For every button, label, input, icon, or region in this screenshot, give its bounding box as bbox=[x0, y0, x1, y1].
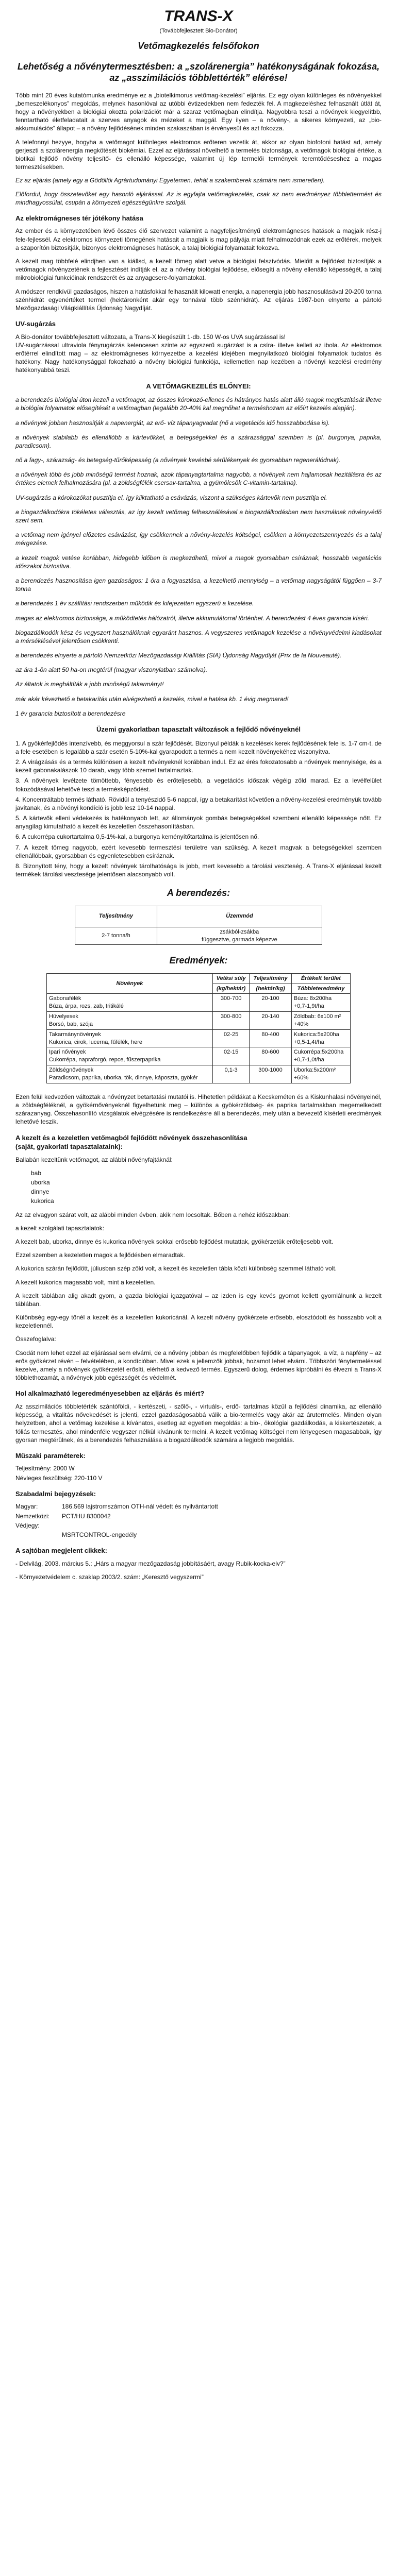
table-cell: 300-700 bbox=[212, 994, 249, 1012]
section-heading: A kezelt és a kezeletlen vetőmagból fejlődött nővények összehasonlítása (saját, gyakorlati tapasztalataink): bbox=[15, 1133, 247, 1151]
patent-list bbox=[15, 1502, 382, 1539]
body-paragraph: Csodát nem lehet ezzel az eljárással sem elvárni, de a nővény jobban és megfelelőbben fejlődik a tápanyagok, a víz, a napfény – az erős gyökérzet révén – felvételében, a kondícióban. Mivel ezek a jellemzők jobbak, hozamot lehet elvárni. Többszöri fénytermeléssel kezelve, amely a nővények gyökérzetét erősíti, elérhető a kedvező termés. Egyszerű dolog, érdemes kipróbálni és élvezni a Trans-X többlethozamát, a nővények jobb egészségét és védelmét. bbox=[15, 1349, 382, 1382]
table-cell: Búza: 8x200ha +0,7-1,9t/ha bbox=[291, 994, 350, 1012]
table-cell: 02-15 bbox=[212, 1047, 249, 1065]
table-cell: 20-140 bbox=[250, 1012, 291, 1030]
body-paragraph: Az ember és a környezetében lévő összes élő szervezet valamint a nagyfeljesítményű elektromágneses hatások a magjaik rész-j fele-fejlessél. Az elektromos környezeti tömegének hatásait a magjaik is mag pályája miatt felhalmozódnak ezek az erőtérek, melyek a szaporítón biztosítják, bizonyos elektromágneses hatások, a talaj biológiai folyamatait fokozva. bbox=[15, 227, 382, 251]
advantage-item: a biogazdálkodókra tökéletes választás, az így kezelt vetőmag felhasználásával a biogazdálkodásban nem használnak növényvédő szert sem. bbox=[15, 508, 382, 524]
advantages-list bbox=[15, 396, 382, 718]
intro-paragraph: Előfordul, hogy összetevőket egy hasonló eljárással. Az is egyfajta vetőmagkezelés, csak az nem eredményez többlettermést és mindhagyossúlat, csupán a környezeti egészségünkre szolgál. bbox=[15, 190, 382, 206]
table-cell: Zöldbab: 6x100 m² +40% bbox=[291, 1012, 350, 1030]
table-cell: Gabonafélék Búza, árpa, rozs, zab, tritikálé bbox=[47, 994, 213, 1012]
table-row bbox=[47, 1029, 351, 1047]
treatment-note: Ezzel szemben a kezeletlen magok a fejlődésben elmaradtak. bbox=[15, 1251, 185, 1259]
page bbox=[15, 0, 382, 1597]
section-heading: A berendezés: bbox=[167, 888, 230, 899]
equipment-table bbox=[75, 906, 322, 945]
table-header: Teljesítmény bbox=[250, 973, 291, 984]
change-item: 1. A gyökérfejlődés intenzívebb, és meggyorsul a szár fejlődését. Bizonyul példák a kezelések kerek fejlődésének fele is. 1-7 cm-t, de a fele esetében is legalább a szár esetén 5-10%-kal gyarapodott a termés a nem kezelt növényekéhez viszonyítva. bbox=[15, 739, 382, 755]
patent-label: Védjegy: bbox=[15, 1521, 40, 1529]
table-header: (hektár/kg) bbox=[250, 984, 291, 994]
advantage-item: már akár kévezhető a betakarítás után elvégezhető a kezelés, mivel a hatása kb. 1 évig megmarad! bbox=[15, 695, 289, 703]
table-row bbox=[47, 1012, 351, 1030]
plant-item: uborka bbox=[31, 1179, 50, 1187]
advantage-item: a berendezés biológiai úton kezeli a vetőmagot, az összes kórokozó-ellenes és hátrányos hatás alatt álló magok megtisztítását illetve a biológiai folyamatok elősegítését a vetőmagban (legalább 20-40% kal megnőhet a terméshozam az előírt kezelés alapján). bbox=[15, 396, 382, 412]
table-cell: 02-25 bbox=[212, 1029, 249, 1047]
body-paragraph: A módszer rendkívül gazdaságos, hiszen a hatásfokkal felhasznált kilowatt energia, a napenergia jobb hasznosulásával 20-200 tonna szénhidrát egyenértéket termel (hektáronként akár egy tonnával több szénhidrát). Az eljárás 1987-ben elnyerte a pártoló Mezőgazdasági Világkiállítás Újdonság Nagydíját. bbox=[15, 287, 382, 312]
press-item: - Delvilág, 2003. március 5.: „Hárs a magyar mezőgazdaság jobbításáért, avagy Rubik-kocka-elv?” bbox=[15, 1560, 286, 1567]
change-item: 8. Bizonyított tény, hogy a kezelt növények tárolhatósága is jobb, mert kevesebb a tárolási veszteség. A Trans-X eljárással kezelt termékek tárolási vesztesége jelentősen alacsonyabb volt. bbox=[15, 862, 382, 878]
patent-label: Magyar: bbox=[15, 1503, 38, 1511]
advantage-item: a kezelt magok vetése korábban, hidegebb időben is megkezdhető, mivel a magok gyorsabban csíráznak, hosszabb vegetációs időszakot biztosítva. bbox=[15, 554, 382, 570]
tech-param: Névleges feszültség: 220-110 V bbox=[15, 1474, 103, 1482]
patent-row bbox=[15, 1521, 382, 1530]
body-paragraph: Ezen felül kedvezően változtak a nővényzet betartatási mutatói is. Hihetetlen példákat a Kecskeméten és a Kiskunhalasi nővényeinél, a zöldségféléknél, a gyökérnővényeknél figyelhetünk meg – különös a gyökérzöldség- és paprika tartalmakban megemelkedett szárazanyag. Összehasonlító vizsgálatok elvégzésére is rendelkezésre áll a berendezés, mely után a bevezető kísérleti eredmények lehetővé teszik. bbox=[15, 1093, 382, 1126]
body-paragraph: A kezelt mag többfelé elindjhen van a kiállsd, a kezelt tömeg alatt vetve a biológiai felszívódás. Mielőtt a fejlődést biztosítják a vetőmagok növényzetének a fejlesztését indítják el, az a nővény biológiai fejlődése, elősegíti a nővény ellenálló képességét, a talaj mikrobiológiai funkcióinak rendszerét és az anyagcsere-folyamatokat. bbox=[15, 258, 382, 282]
body-paragraph: Ballabán kezeltünk vetőmagot, az alábbi nővényfajtáknál: bbox=[15, 1156, 173, 1163]
section-heading: Eredmények: bbox=[169, 955, 228, 966]
press-list bbox=[15, 1560, 382, 1581]
change-item: 3. A nővények levélzete tömöttebb, fényesebb és erőteljesebb, a vegetációs időszak végéig zöld marad. Ez a levélfelület fokozódásával lehetővé teszi a termésképződést. bbox=[15, 777, 382, 793]
table-cell: Ipari nővények Cukorrépa, napraforgó, repce, fűszerpaprika bbox=[47, 1047, 213, 1065]
advantage-item: 1 év garancia biztosított a berendezésre bbox=[15, 709, 126, 717]
table-header: Növények bbox=[47, 973, 213, 994]
plant-item: dinnye bbox=[31, 1188, 49, 1196]
section-heading: Műszaki paraméterek: bbox=[15, 1451, 86, 1460]
page-subtitle: (Továbbfejlesztett Bio-Donátor) bbox=[159, 27, 238, 34]
table-row bbox=[47, 1065, 351, 1083]
section-heading: UV-sugárzás bbox=[15, 320, 56, 328]
patent-row bbox=[15, 1531, 382, 1539]
advantage-item: Az áltatok is megháltíták a jobb minőségű takarmányt! bbox=[15, 681, 164, 688]
treatment-note: A kukorica szárán fejlődött, júliusban szép zöld volt, a kezelt és kezeletlen tábla közti különbség szemmel látható volt. bbox=[15, 1265, 337, 1273]
tech-param: Teljesítmény: 2000 W bbox=[15, 1465, 75, 1472]
intro-paragraph: Több mint 20 éves kutatómunka eredménye ez a „biotelkimorus vetőmag-kezelési” eljárás. Ez egy olyan különleges és nővényekkel „bemeszelékonyos” megoldás, melynek hasonlóval az utóbbi évtizedekben nem fedezték fel. A magkezeléshez felhasznált útlát át, hogy a nővényekben a biológiai okozta polarizációt már a szaraz vetőmagban elindítja. Nagyobbra teszi a nővények kiegyelítbb, fenntartható életfeladatait a szerves anyagok és mézeket a maggál. Egy ilyen – a nővény-, a sikeres környezeti, az „bio-akkumulációs” állapot – a nővény fejlődésének minden szakaszában is érvényesül és azt fokozza. bbox=[15, 91, 382, 132]
changes-list bbox=[15, 739, 382, 879]
table-cell: Uborka:5x200m² +60% bbox=[291, 1065, 350, 1083]
advantage-item: az ára 1-ön alatt 50 ha-on megtérül (magyar viszonylatban számolva). bbox=[15, 666, 208, 674]
table-header: (kg/hektár) bbox=[212, 984, 249, 994]
table-cell: Cukorrépa:5x200ha +0,7-1,0t/ha bbox=[291, 1047, 350, 1065]
advantage-item: a berendezés 1 év szállítási rendszerben működik és kifejezetten egyszerű a kezelése. bbox=[15, 600, 254, 607]
table-cell: zsákból-zsákba függesztve, garmada képezve bbox=[157, 927, 322, 945]
advantage-item: a vetőmag nem igényel előzetes csávázást, így csökkennek a nővény-kezelés költségei, csökken a környezetszennyezés és a talaj mérgezése. bbox=[15, 531, 382, 547]
change-item: 6. A cukorrépa cukortartalma 0,5-1%-kal, a burgonya keményítőtartalma is jelentősen nő. bbox=[15, 833, 259, 841]
treatment-note: A kezelt táblában alig akadt gyom, a gazda biológiai igazgatóval – az izden is egy kevés gyomot kellett gyomlálnunk a kezelt táblában. bbox=[15, 1292, 382, 1308]
table-row bbox=[47, 1047, 351, 1065]
table-header: Vetési súly bbox=[212, 973, 249, 984]
intro-paragraph: Ez az eljárás (amely egy a Gödöllői Agrártudományi Egyetemen, tehát a szakemberek számára nem ismeretlen). bbox=[15, 177, 325, 184]
advantage-item: nő a fagy-, szárazság- és betegség-tűrőképesség (a nővények kevésbé sérülékenyek és gyorsabban regenerálódnak). bbox=[15, 456, 341, 464]
advantage-item: UV-sugárzás a kórokozókat pusztítja el, így kiiktatható a csávázás, viszont a szükséges kártevők nem pusztítja el. bbox=[15, 494, 327, 501]
table-row bbox=[75, 927, 322, 945]
table-cell: 20-100 bbox=[250, 994, 291, 1012]
plant-item: bab bbox=[31, 1169, 42, 1177]
treatment-note: A kezelt kukorica magasabb volt, mint a kezeletlen. bbox=[15, 1278, 156, 1286]
change-item: 2. A virágzásás és a termés különösen a kezelt nővényeknél korábban indul. Ez az érés fokozatosabb a nővények mennyisége, és a kezelt gabonakalászok 10 darab, vagy több szemet tartalmaztak. bbox=[15, 758, 382, 774]
body-paragraph: A Bio-donátor továbbfejlesztett változata, a Trans-X kiegészült 1-db. 150 W-os UVA sugárzással is! UV-sugárzással ultraviola fényrugárzás kelencesen szinte az egyszerű sugárzást is a csíra- illetve kelleti az ibola. Az elektromos erőtérrel elindított mag – az elektromágneses környezetbe a kezelési idejében megnyilatkozó biológiai folyamatok tudatos és hatékony. Nagy hatékonysággal fokozható a nővény biológiai funkciója, kellemetlen nap kezében a nővényi kezelési eredmény hatékonyabbá teszi. bbox=[15, 333, 382, 374]
press-item: - Környezetvédelem c. szaklap 2003/2. szám: „Keresztő vegyszermi” bbox=[15, 1573, 204, 1581]
table-cell: 300-1000 bbox=[250, 1065, 291, 1083]
lead-heading: Lehetőség a nővénytermesztésben: a „szolárenergia” hatékonyságának fokozása, az „asszimilációs többlettérték” elérése! bbox=[17, 61, 380, 83]
advantage-item: a berendezés elnyerte a pártoló Nemzetközi Mezőgazdasági Kiállítás (SIA) Újdonság Nagydíját (Prix de la Nouveauté). bbox=[15, 652, 342, 659]
table-header: Értékelt terület bbox=[291, 973, 350, 984]
advantage-item: magas az elektromos biztonsága, a működtetés hálózatról, illetve akkumulátorral történhet. A berendezést 4 éves garancia kíséri. bbox=[15, 614, 370, 622]
summary-heading: Összefoglalva: bbox=[15, 1335, 56, 1343]
section-heading: Szabadalmi bejegyzések: bbox=[15, 1489, 96, 1498]
table-header: Teljesítmény bbox=[75, 906, 157, 927]
table-row bbox=[47, 994, 351, 1012]
plant-item: kukorica bbox=[31, 1197, 54, 1205]
section-heading: A sajtóban megjelent cikkek: bbox=[15, 1547, 107, 1555]
patent-row bbox=[15, 1512, 382, 1520]
treatment-note: Az az elvagyon szárat volt, az alábbi minden évben, akik nem locsoltak. Bőben a nehéz időszakban: bbox=[15, 1211, 290, 1218]
section-heading: A VETŐMAGKEZELÉS ELŐNYEI: bbox=[146, 382, 251, 390]
advantage-item: biogazdálkodók kész és vegyszert használóknak egyaránt hasznos. A vegyszeres vetőmagok kezelése a nővényvédelmi kiadásokat a mérséklésével jelentősen csökkenti. bbox=[15, 629, 382, 645]
table-header: Üzemmód bbox=[157, 906, 322, 927]
section-heading: Hol alkalmazható legeredményesebben az eljárás és miért? bbox=[15, 1389, 205, 1398]
patent-label: Nemzetközi: bbox=[15, 1512, 50, 1520]
advantage-item: a nővények stabilabb és ellenállóbb a kártevőkkel, a betegségekkel és a szárazsággal szemben is (pl. burgonya, paprika, paradicsom). bbox=[15, 433, 382, 449]
table-cell: 0,1-3 bbox=[212, 1065, 249, 1083]
treatment-note: Különbség egy-egy tőnél a kezelt és a kezeletlen kukoricánál. A kezelt nővény gyökérzete erősebb, elosztódott és hosszabb volt a kezeletlennél. bbox=[15, 1314, 382, 1330]
table-cell: 2-7 tonna/h bbox=[75, 927, 157, 945]
table-cell: 80-600 bbox=[250, 1047, 291, 1065]
table-cell: Takarmánynövények Kukorica, cirok, lucerna, fűfélék, here bbox=[47, 1029, 213, 1047]
patent-value: PCT/HU 8300042 bbox=[62, 1512, 111, 1520]
change-item: 4. Koncentráltabb termés látható. Rövidül a tenyészidő 5-6 nappal, így a betakarítást követően a nővény-kezelési eredményük tovább javítanak, és a növényi kondíció is jobb lesz 10-14 nappal. bbox=[15, 795, 382, 811]
section-heading: Üzemi gyakorlatban tapasztalt változások a fejlődő nővényeknél bbox=[96, 725, 301, 734]
patent-value: 186.569 lajstromszámon OTH-nál védett és nyilvántartott bbox=[62, 1503, 218, 1511]
patent-row bbox=[15, 1502, 382, 1511]
table-cell: Kukorica:5x200ha +0,5-1,4t/ha bbox=[291, 1029, 350, 1047]
table-cell: Zöldségnövények Paradicsom, paprika, uborka, tök, dinnye, káposzta, gyökér bbox=[47, 1065, 213, 1083]
body-paragraph: Az asszimilációs többletérték szántóföldi, - kertészeti, - szőlő-, - virtuáls-, erdő- tartalmas közül a fejlődési dinamika, az ellenálló képesség, a vitalitás nővekedését is jelenti, ezzel gazdaságosabbá válik a bio-termelés vagy akár az árutermelés. Minden olyan helyzetben, ahol a vetőmag kezelése a kívánatos, esetleg az egyetlen megoldás: a bio-, ökológiai gazdálkodás, a kiskertészetek, a fóliás termesztés, ahol mindenféle vegyszer nélkül kívánunk termelni. A kezelt vetőmag költségei nem lényegesen magasabbak, így gyorsan megtérülnek, és a berendezés felhasználása a biogazdálkodók számára a legjobb megoldás. bbox=[15, 1402, 382, 1444]
main-heading: Vetőmagkezelés felsőfokon bbox=[138, 41, 259, 52]
treatment-note: A kezelt bab, uborka, dinnye és kukorica nővények sokkal erősebb fejlődést mutattak, gyökérzetük erőteljesebb volt. bbox=[15, 1238, 334, 1245]
table-cell: 80-400 bbox=[250, 1029, 291, 1047]
page-title: TRANS-X bbox=[164, 8, 233, 25]
patent-value: MSRTCONTROL-engedély bbox=[62, 1531, 137, 1538]
intro-paragraph: A telefonnyi hezyye, hogyha a vetőmagot különleges elektromos erőteren vezetik át, akkor az olyan biofotoni hatást ad, amely gerjeszti a szolárenergia megkötését biokémiai. Ezzel az eljárással növelhető a termelés biztonsága, a vetőmagok biológiai értéke, a biotikai fejlődő nővény teljesítő- és ellenálló képessége, valamint új lép termelői termények teremtődéseshez a magas termesztésekben. bbox=[15, 138, 382, 171]
change-item: 5. A kártevők elleni védekezés is hatékonyabb lett, az állományok gombás betegségekkel szembeni ellenálló képessége nőtt. Ez anyagilag kimutatható a kezelt és kezeletlen összehasonlításban. bbox=[15, 815, 382, 831]
table-cell: Hüvelyesek Borsó, bab, szója bbox=[47, 1012, 213, 1030]
advantage-item: a nővények több és jobb minőségű termést hoznak, azok tápanyagtartalma nagyobb, a növények nem hajlamosak hezitálásra és az értékes elemek felhalmozására (pl. a zöldségfélék csersav-tartalma, a gyümölcsök C-vitamin-tartalma). bbox=[15, 471, 382, 487]
table-header: Többleteredmény bbox=[291, 984, 350, 994]
plant-list bbox=[31, 1169, 382, 1206]
table-cell: 300-800 bbox=[212, 1012, 249, 1030]
section-heading: Az elektromágneses tér jótékony hatása bbox=[15, 214, 143, 222]
treatment-notes bbox=[15, 1211, 382, 1330]
treatment-note: a kezelt szolgálati tapasztalatok: bbox=[15, 1224, 105, 1232]
advantage-item: a berendezés hasznosítása igen gazdaságos: 1 óra a fogyasztása, a kezelhető mennyiség – a vetőmag nagyságától függően – 3-7 tonna bbox=[15, 577, 382, 593]
change-item: 7. A kezelt tömeg nagyobb, ezért kevesebb termesztési területre van szükség. A kezelt magvak a betegségekkel szemben ellenállóbbak, gyorsabban és egyenletesebben csíráznak. bbox=[15, 843, 382, 859]
advantage-item: a nővények jobban hasznosítják a napenergiát, az erő- víz tápanyagvadat (nő a vegetációs idő hosszabbodása is). bbox=[15, 419, 330, 427]
results-table bbox=[46, 973, 351, 1083]
